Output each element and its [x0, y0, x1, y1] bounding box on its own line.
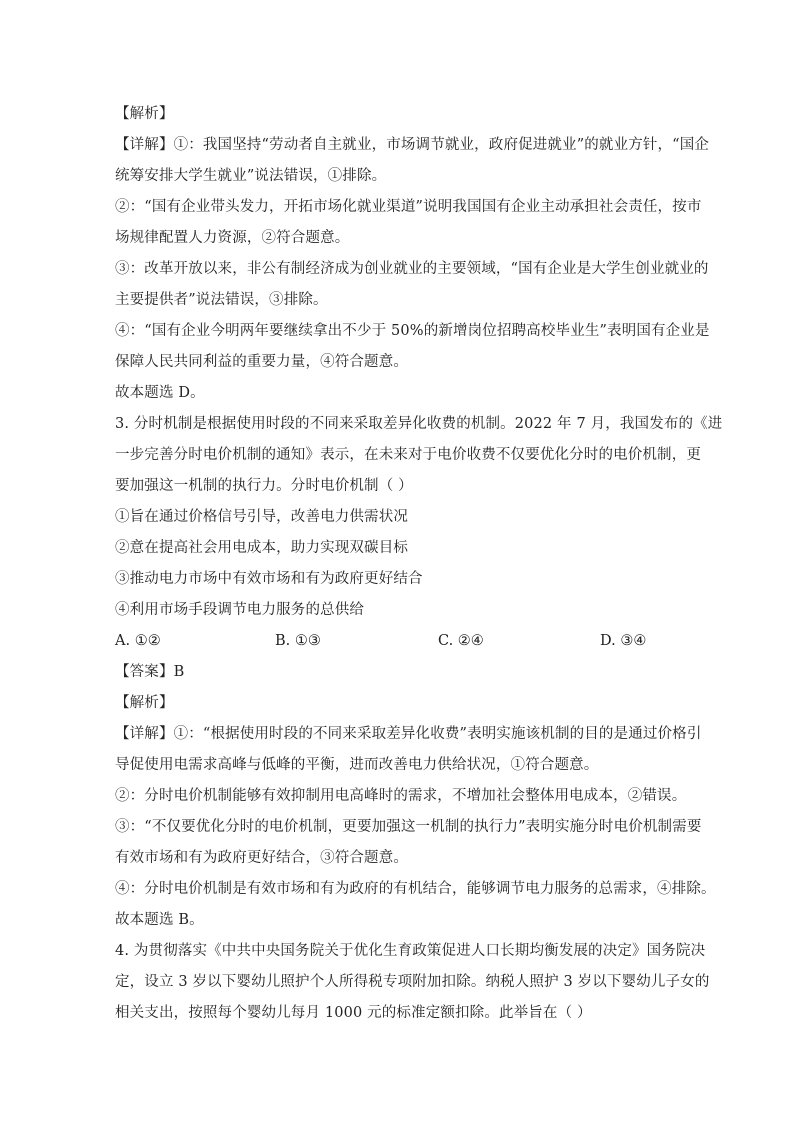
analysis-conclusion: 故本题选 D。: [115, 385, 205, 401]
analysis-line: 【详解】①：我国坚持“劳动者自主就业，市场调节就业，政府促进就业”的就业方针，“国企: [115, 137, 710, 153]
question-stem: 4. 为贯彻落实《中共中央国务院关于优化生育政策促进人口长期均衡发展的决定》国务院决: [115, 943, 706, 959]
analysis-line: 有效市场和有为政府更好结合，③符合题意。: [115, 850, 408, 866]
analysis-heading: 【解析】: [115, 106, 174, 122]
option-c: C. ②④: [438, 633, 484, 649]
question-stem: 3. 分时机制是根据使用时段的不同来采取差异化收费的机制。2022 年 7 月，我国发布的《进: [115, 416, 723, 432]
option-b: B. ①③: [275, 633, 321, 649]
answer-options: [115, 631, 675, 651]
analysis-line: 主要提供者”说法错误，③排除。: [115, 292, 328, 308]
question-stem: 要加强这一机制的执行力。分时电价机制（ ）: [115, 478, 413, 494]
analysis-line: 导促使用电需求高峰与低峰的平衡，进而改善电力供给状况，①符合题意。: [115, 757, 599, 773]
question-stem: 定，设立 3 岁以下婴幼儿照护个人所得税专项附加扣除。纳税人照护 3 岁以下婴幼儿子女的: [115, 974, 710, 990]
analysis-line: ③：“不仅要优化分时的电价机制，更要加强这一机制的执行力”表明实施分时电价机制需要: [115, 819, 702, 835]
analysis-line: 场规律配置人力资源，②符合题意。: [115, 230, 350, 246]
analysis-line: 统筹安排大学生就业”说法错误，①排除。: [115, 168, 387, 184]
question-stem: 相关支出，按照每个婴幼儿每月 1000 元的标准定额扣除。此举旨在（ ）: [115, 1005, 592, 1021]
analysis-line: 保障人民共同利益的重要力量，④符合题意。: [115, 354, 408, 370]
analysis-line: ④：“国有企业今明两年要继续拿出不少于 50%的新增岗位招聘高校毕业生”表明国有企业是: [115, 323, 710, 339]
analysis-line: ②：“国有企业带头发力，开拓市场化就业渠道”说明我国国有企业主动承担社会责任，按市: [115, 199, 702, 215]
analysis-heading: 【解析】: [115, 695, 174, 711]
statement-3: ③推动电力市场中有效市场和有为政府更好结合: [115, 571, 423, 587]
statement-2: ②意在提高社会用电成本，助力实现双碳目标: [115, 540, 408, 556]
question-stem: 一步完善分时电价机制的通知》表示，在未来对于电价收费不仅要优化分时的电价机制，更: [115, 447, 701, 463]
analysis-line: 【详解】①：“根据使用时段的不同来采取差异化收费”表明实施该机制的目的是通过价格引: [115, 726, 702, 742]
analysis-line: ④：分时电价机制是有效市场和有为政府的有机结合，能够调节电力服务的总需求，④排除。: [115, 881, 716, 897]
analysis-line: ②：分时电价机制能够有效抑制用电高峰时的需求，不增加社会整体用电成本，②错误。: [115, 788, 687, 804]
answer-label: 【答案】B: [115, 664, 185, 680]
statement-1: ①旨在通过价格信号引导，改善电力供需状况: [115, 509, 408, 525]
option-d: D. ③④: [600, 633, 647, 649]
analysis-line: ③：改革开放以来，非公有制经济成为创业就业的主要领域，“国有企业是大学生创业就业的: [115, 261, 709, 277]
statement-4: ④利用市场手段调节电力服务的总供给: [115, 602, 365, 618]
option-a: A. ①②: [115, 633, 161, 649]
analysis-conclusion: 故本题选 B。: [115, 912, 204, 928]
